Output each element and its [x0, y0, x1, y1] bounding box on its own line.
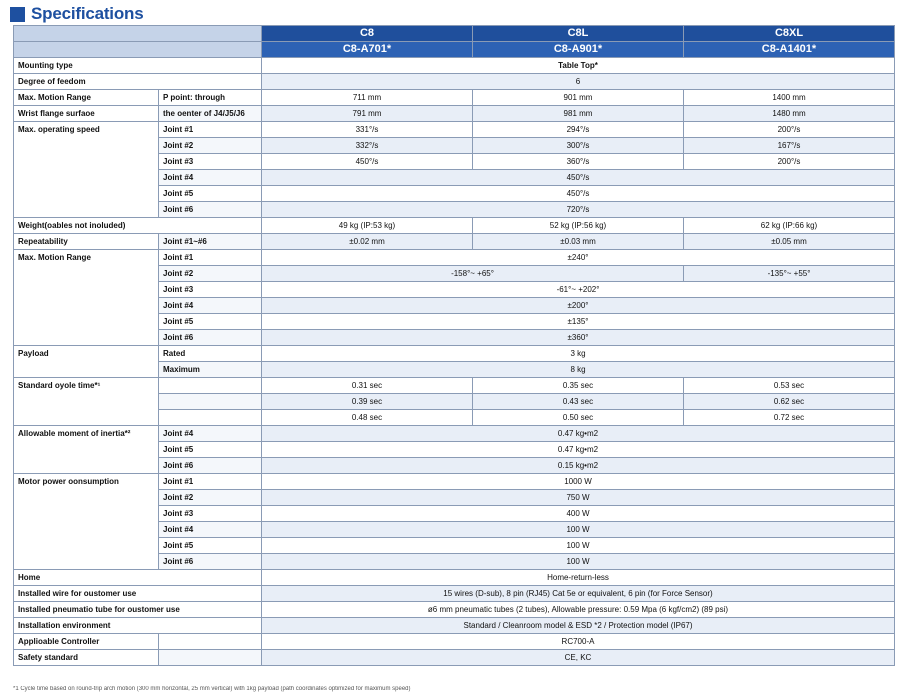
row-sublabel: Joint #6 [159, 330, 262, 346]
row-sublabel: Joint #4 [159, 522, 262, 538]
row-sublabel: Joint #2 [159, 138, 262, 154]
cell-value: 1480 mm [684, 106, 895, 122]
table-row [14, 234, 895, 250]
row-sublabel: Joint #1 [159, 122, 262, 138]
table-row [14, 74, 895, 90]
section-header [10, 2, 143, 26]
cell-value: 0.35 sec [473, 378, 684, 394]
cell-value: 331°/s [262, 122, 473, 138]
row-label: Applioable Controller [14, 634, 159, 650]
cell-value: 0.48 sec [262, 410, 473, 426]
row-sublabel [159, 650, 262, 666]
cell-value: Standard / Cleanroom model & ESD *2 / Protection model (IP67) [262, 618, 895, 634]
cell-value: 0.50 sec [473, 410, 684, 426]
row-sublabel: Joint #1 [159, 474, 262, 490]
row-sublabel [159, 634, 262, 650]
row-label: Degree of feedom [14, 74, 262, 90]
row-sublabel: Joint #3 [159, 506, 262, 522]
cell-value: 1400 mm [684, 90, 895, 106]
header-blank [14, 26, 262, 42]
row-sublabel: P point: through [159, 90, 262, 106]
model-header-row [14, 26, 895, 42]
specifications-table [13, 25, 895, 666]
row-label: Mounting type [14, 58, 262, 74]
cell-value: 0.31 sec [262, 378, 473, 394]
title-square-icon [10, 7, 25, 22]
table-row [14, 650, 895, 666]
table-row [14, 378, 895, 394]
row-sublabel: Joint #2 [159, 490, 262, 506]
cell-value: ±0.03 mm [473, 234, 684, 250]
row-sublabel: Joint #5 [159, 314, 262, 330]
code-c8l: C8-A901* [473, 42, 684, 58]
cell-value: 711 mm [262, 90, 473, 106]
row-sublabel: Joint #5 [159, 538, 262, 554]
row-label: Motor power oonsumption [14, 474, 159, 570]
row-label: Safety standard [14, 650, 159, 666]
row-label: Payload [14, 346, 159, 378]
cell-value: ±0.05 mm [684, 234, 895, 250]
row-sublabel: Joint #4 [159, 298, 262, 314]
cell-value: Home-return-less [262, 570, 895, 586]
cell-value: 49 kg (IP:53 kg) [262, 218, 473, 234]
cell-value: 0.72 sec [684, 410, 895, 426]
row-label: Installed pneumatio tube for oustomer use [14, 602, 262, 618]
cell-value: 0.53 sec [684, 378, 895, 394]
cell-value: 100 W [262, 554, 895, 570]
row-sublabel: Joint #6 [159, 554, 262, 570]
cell-value: 791 mm [262, 106, 473, 122]
row-label: Wrist flange surfaoe [14, 106, 159, 122]
row-sublabel: Joint #3 [159, 154, 262, 170]
row-sublabel: Joint #5 [159, 442, 262, 458]
model-c8l: C8L [473, 26, 684, 42]
table-row [14, 618, 895, 634]
cell-value: 360°/s [473, 154, 684, 170]
cell-value: 6 [262, 74, 895, 90]
cell-value: 15 wires (D-sub), 8 pin (RJ45) Cat 5e or equivalent, 6 pin (for Force Sensor) [262, 586, 895, 602]
row-sublabel: Joint #6 [159, 202, 262, 218]
row-sublabel: Rated [159, 346, 262, 362]
table-row [14, 58, 895, 74]
row-sublabel: Joint #2 [159, 266, 262, 282]
cell-value: 450°/s [262, 154, 473, 170]
cell-value: ±200° [262, 298, 895, 314]
cell-value: 720°/s [262, 202, 895, 218]
table-row [14, 586, 895, 602]
footnote: *1 Cycle time based on round-trip arch motion (300 mm horizontal, 25 mm vertical) with 1kg payload (path coordinates optimized for maximum speed) [13, 686, 411, 692]
row-sublabel: Maximum [159, 362, 262, 378]
row-label: Max. Motion Range [14, 250, 159, 346]
cell-value: 1000 W [262, 474, 895, 490]
cell-value: 8 kg [262, 362, 895, 378]
cell-value: Table Top* [262, 58, 895, 74]
row-label: Max. Motion Range [14, 90, 159, 106]
cell-value: 400 W [262, 506, 895, 522]
cell-value: 901 mm [473, 90, 684, 106]
cell-value: 100 W [262, 538, 895, 554]
cell-value: 3 kg [262, 346, 895, 362]
table-row [14, 122, 895, 138]
cell-value: 0.47 kg•m2 [262, 426, 895, 442]
cell-value: 450°/s [262, 186, 895, 202]
table-row [14, 474, 895, 490]
cell-value: 62 kg (IP:66 kg) [684, 218, 895, 234]
row-label: Standard oyole time*¹ [14, 378, 159, 426]
cell-value: 450°/s [262, 170, 895, 186]
row-sublabel [159, 410, 262, 426]
cell-value: ±240° [262, 250, 895, 266]
cell-value: 750 W [262, 490, 895, 506]
row-label: Max. operating speed [14, 122, 159, 218]
row-sublabel: the oenter of J4/J5/J6 [159, 106, 262, 122]
cell-value: -61°~ +202° [262, 282, 895, 298]
table-row [14, 346, 895, 362]
row-sublabel: Joint #1~#6 [159, 234, 262, 250]
table-row [14, 602, 895, 618]
table-row [14, 250, 895, 266]
model-c8: C8 [262, 26, 473, 42]
cell-value: 332°/s [262, 138, 473, 154]
row-sublabel: Joint #5 [159, 186, 262, 202]
row-sublabel: Joint #1 [159, 250, 262, 266]
model-c8xl: C8XL [684, 26, 895, 42]
cell-value: 167°/s [684, 138, 895, 154]
table-row [14, 634, 895, 650]
row-label: Repeatability [14, 234, 159, 250]
model-code-row [14, 42, 895, 58]
row-label: Allowable moment of inertia*² [14, 426, 159, 474]
code-c8: C8-A701* [262, 42, 473, 58]
cell-value: RC700-A [262, 634, 895, 650]
cell-value: ±0.02 mm [262, 234, 473, 250]
cell-value: 52 kg (IP:56 kg) [473, 218, 684, 234]
cell-value: ø6 mm pneumatic tubes (2 tubes), Allowable pressure: 0.59 Mpa (6 kgf/cm2) (89 psi) [262, 602, 895, 618]
row-label: Weight(oables not inoluded) [14, 218, 262, 234]
row-sublabel: Joint #6 [159, 458, 262, 474]
cell-value: CE, KC [262, 650, 895, 666]
cell-value: 100 W [262, 522, 895, 538]
table-row [14, 90, 895, 106]
code-c8xl: C8-A1401* [684, 42, 895, 58]
table-row [14, 106, 895, 122]
table-row [14, 218, 895, 234]
row-sublabel [159, 394, 262, 410]
cell-value: 200°/s [684, 122, 895, 138]
cell-value: -135°~ +55° [684, 266, 895, 282]
cell-value: 200°/s [684, 154, 895, 170]
cell-value: ±360° [262, 330, 895, 346]
row-sublabel [159, 378, 262, 394]
header-blank-2 [14, 42, 262, 58]
row-sublabel: Joint #4 [159, 426, 262, 442]
row-label: Installation environment [14, 618, 262, 634]
cell-value: 0.39 sec [262, 394, 473, 410]
page-title: Specifications [31, 4, 144, 23]
cell-value: 981 mm [473, 106, 684, 122]
cell-value: ±135° [262, 314, 895, 330]
cell-value: 0.47 kg•m2 [262, 442, 895, 458]
row-label: Home [14, 570, 262, 586]
cell-value: 0.15 kg•m2 [262, 458, 895, 474]
table-row [14, 426, 895, 442]
cell-value: 0.62 sec [684, 394, 895, 410]
cell-value: 294°/s [473, 122, 684, 138]
table-row [14, 570, 895, 586]
cell-value: 300°/s [473, 138, 684, 154]
row-label: Installed wire for oustomer use [14, 586, 262, 602]
row-sublabel: Joint #3 [159, 282, 262, 298]
row-sublabel: Joint #4 [159, 170, 262, 186]
cell-value: 0.43 sec [473, 394, 684, 410]
cell-value: -158°~ +65° [262, 266, 684, 282]
